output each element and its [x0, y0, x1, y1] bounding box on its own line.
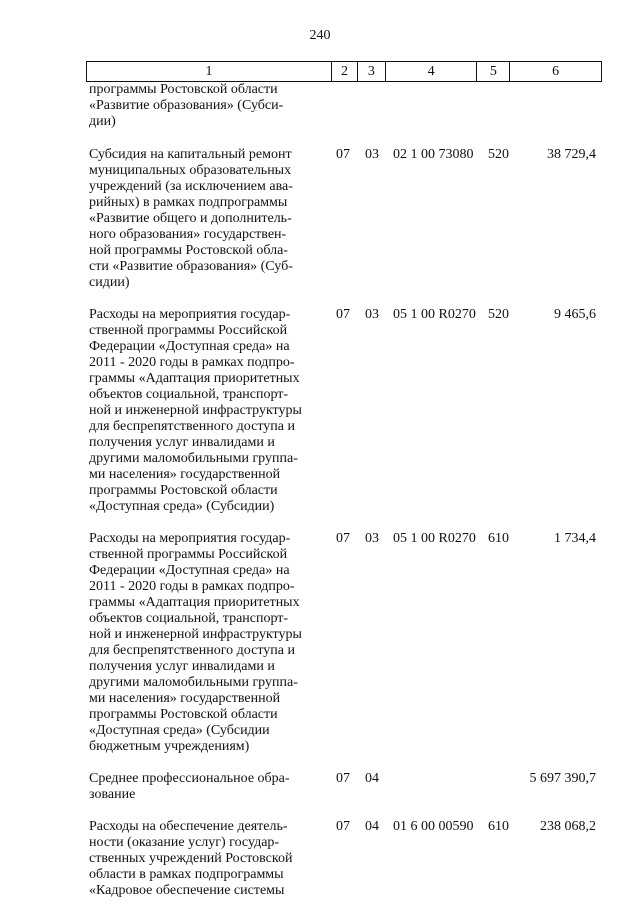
table-row [86, 82, 602, 130]
row-target-code: 02 1 00 73080 [393, 147, 474, 162]
table-header [86, 61, 602, 82]
row-section: 07 [336, 531, 350, 546]
row-subsection: 03 [365, 147, 379, 162]
row-name: Субсидия на капитальный ремонт муниципальных образовательных учреждений (за исключением ава- рийных) в рамках подпрограммы «Развитие общего и дополнитель- ного образования» государствен- ной программы Ростовской обла- сти «Развитие образования» (Суб- сидии) [89, 147, 293, 290]
table-row [86, 531, 602, 755]
header-col-2: 2 [332, 62, 358, 81]
row-target-code: 01 6 00 00590 [393, 819, 474, 834]
table-row [86, 819, 602, 899]
header-col-4: 4 [386, 62, 478, 81]
table-body [86, 82, 602, 899]
row-name: Расходы на мероприятия государ- ственной программы Российской Федерации «Доступная среда» на 2011 - 2020 годы в рамках подпро- граммы «Адаптация приоритетных объектов социальной, транспорт- ной и инженерной инфраструктуры для беспрепятственного доступа и получения услуг инвалидами и другими маломобильными группа- ми населения» государственной программы Ростовской области «Доступная среда» (Субсидии) [89, 307, 302, 514]
row-subsection: 03 [365, 307, 379, 322]
table-row [86, 147, 602, 291]
row-name: Расходы на мероприятия государ- ственной программы Российской Федерации «Доступная среда» на 2011 - 2020 годы в рамках подпро- граммы «Адаптация приоритетных объектов социальной, транспорт- ной и инженерной инфраструктуры для беспрепятственного доступа и получения услуг инвалидами и другими маломобильными группа- ми населения» государственной программы Ростовской области «Доступная среда» (Субсидии бюджетным учреждениям) [89, 531, 302, 754]
row-amount: 238 068,2 [540, 819, 596, 834]
row-amount: 1 734,4 [554, 531, 596, 546]
header-col-3: 3 [358, 62, 386, 81]
row-name: Расходы на обеспечение деятель- ности (оказание услуг) государ- ственных учреждений Ростовской области в рамках подпрограммы «Кадровое обеспечение системы [89, 819, 293, 898]
row-target-code: 05 1 00 R0270 [393, 531, 476, 546]
row-name: программы Ростовской области «Развитие образования» (Субси- дии) [89, 82, 284, 129]
row-subsection: 03 [365, 531, 379, 546]
row-subsection: 04 [365, 771, 379, 786]
row-expense-type: 520 [488, 147, 509, 162]
row-expense-type: 610 [488, 531, 509, 546]
row-section: 07 [336, 771, 350, 786]
row-amount: 9 465,6 [554, 307, 596, 322]
row-section: 07 [336, 819, 350, 834]
header-col-1: 1 [87, 62, 332, 81]
row-name: Среднее профессиональное обра- зование [89, 771, 290, 802]
page-number: 240 [309, 28, 331, 43]
row-target-code: 05 1 00 R0270 [393, 307, 476, 322]
row-expense-type: 520 [488, 307, 509, 322]
row-subsection: 04 [365, 819, 379, 834]
table-row [86, 771, 602, 803]
row-section: 07 [336, 147, 350, 162]
row-amount: 5 697 390,7 [529, 771, 596, 786]
row-expense-type: 610 [488, 819, 509, 834]
header-col-5: 5 [477, 62, 510, 81]
row-section: 07 [336, 307, 350, 322]
row-amount: 38 729,4 [547, 147, 596, 162]
table-row [86, 307, 602, 515]
header-col-6: 6 [552, 64, 560, 79]
